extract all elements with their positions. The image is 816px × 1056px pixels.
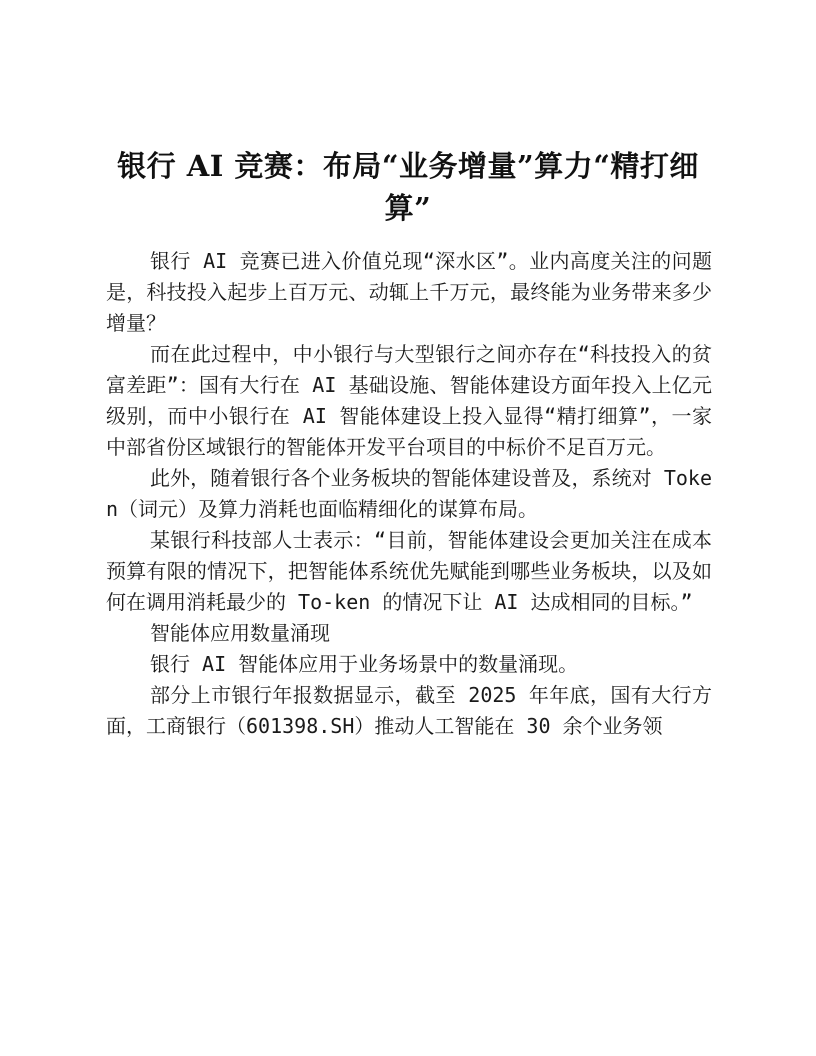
article-body [106, 246, 712, 742]
paragraph-2: 而在此过程中，中小银行与大型银行之间亦存在“科技投入的贫富差距”：国有大行在 AI 基础设施、智能体建设方面年投入上亿元级别，而中小银行在 AI 智能体建设上投入显得“精打细算”，一家中部省份区域银行的智能体开发平台项目的中标价不足百万元。 [106, 342, 712, 459]
paragraph-6: 部分上市银行年报数据显示，截至 2025 年年底，国有大行方面，工商银行（601398.SH）推动人工智能在 30 余个业务领 [106, 683, 712, 738]
paragraph-4: 某银行科技部人士表示：“目前，智能体建设会更加关注在成本预算有限的情况下，把智能体系统优先赋能到哪些业务板块，以及如何在调用消耗最少的 To-ken 的情况下让 AI 达成相同的目标。” [106, 528, 712, 614]
paragraph-3: 此外，随着银行各个业务板块的智能体建设普及，系统对 Token（词元）及算力消耗也面临精细化的谋算布局。 [106, 466, 712, 521]
section-subheading: 智能体应用数量涌现 [150, 621, 330, 645]
paragraph-1: 银行 AI 竞赛已进入价值兑现“深水区”。业内高度关注的问题是，科技投入起步上百万元、动辄上千万元，最终能为业务带来多少增量？ [106, 249, 712, 335]
article-title: 银行 AI 竞赛：布局“业务增量”算力“精打细算” [117, 149, 699, 225]
paragraph-5: 银行 AI 智能体应用于业务场景中的数量涌现。 [150, 652, 579, 676]
